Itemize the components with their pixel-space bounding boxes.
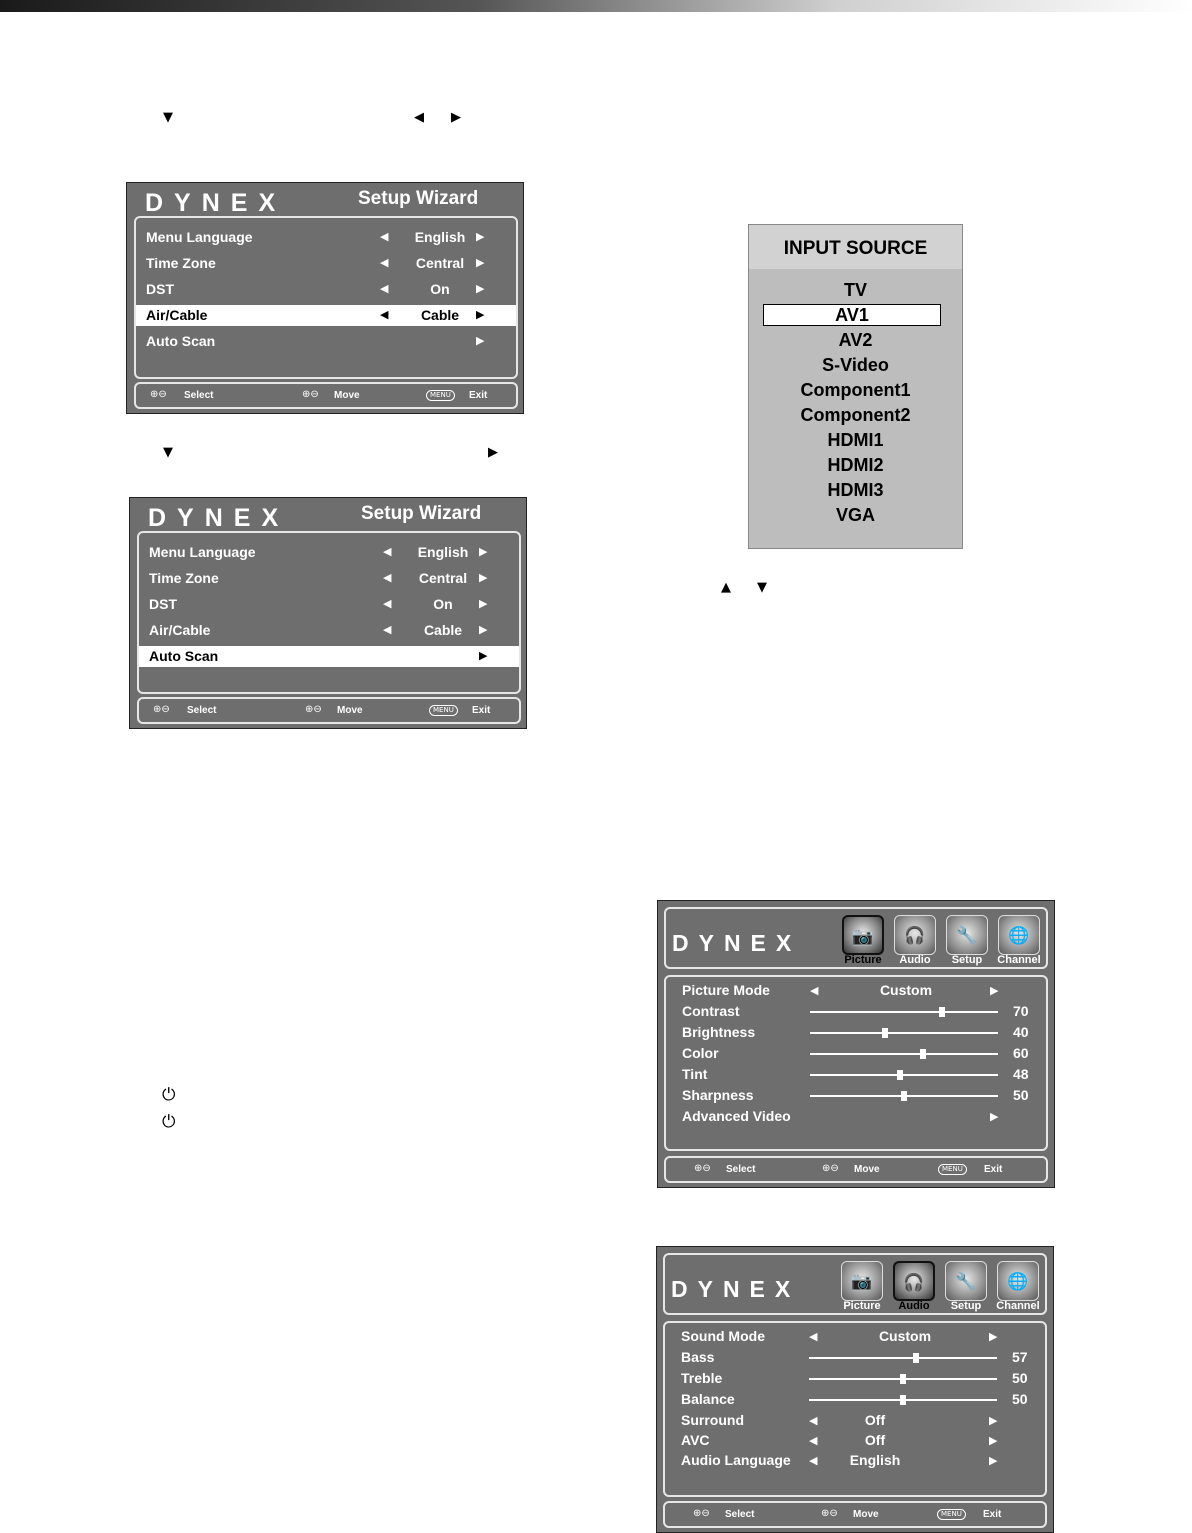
power-icon: ⏻	[162, 1085, 176, 1105]
bass-slider[interactable]	[809, 1357, 997, 1359]
tab-label-picture: Picture	[843, 1300, 881, 1312]
left-right-buttons-icon: ⊕⊖	[821, 1508, 838, 1519]
right-arrow-icon: ▶	[451, 110, 461, 125]
tab-setup[interactable]	[946, 915, 988, 955]
treble-row[interactable]: Treble 50	[681, 1370, 1028, 1386]
source-item-tv[interactable]: TV	[843, 280, 867, 300]
picture-footer: ⊕⊖ Select ⊕⊖ Move MENU Exit	[664, 1156, 1048, 1183]
left-arrow-icon: ◀	[383, 572, 392, 584]
setup-wizard-title: Setup Wizard	[361, 503, 482, 524]
right-arrow-icon: ▶	[476, 335, 485, 347]
brightness-slider[interactable]	[810, 1032, 998, 1034]
down-arrow-icon: ▼	[163, 110, 173, 125]
camera-icon: 📷	[852, 927, 874, 947]
slider-thumb[interactable]	[920, 1049, 926, 1059]
wrench-icon: 🔧	[955, 1272, 977, 1292]
input-source-header	[749, 225, 962, 269]
left-arrow-icon: ◀	[809, 1331, 818, 1343]
slider-thumb[interactable]	[897, 1070, 903, 1080]
left-arrow-icon: ◀	[380, 309, 389, 321]
camera-icon: 📷	[851, 1272, 873, 1292]
time-zone-row[interactable]: Time Zone ◀ Central ▶	[146, 255, 485, 271]
left-right-buttons-icon: ⊕⊖	[302, 389, 319, 400]
headphones-icon: 🎧	[903, 1273, 925, 1293]
left-arrow-icon: ◀	[380, 283, 389, 295]
picture-settings-panel	[664, 975, 1048, 1151]
auto-scan-row[interactable]: Auto Scan ▶	[139, 646, 519, 667]
color-slider[interactable]	[810, 1053, 998, 1055]
surround-row[interactable]: Surround ◀ Off ▶	[681, 1412, 998, 1428]
right-arrow-icon: ▶	[989, 1435, 998, 1447]
source-item-av2[interactable]: AV2	[838, 330, 873, 350]
left-right-buttons-icon: ⊕⊖	[822, 1163, 839, 1174]
globe-icon: 🌐	[1008, 926, 1030, 946]
menu-tab-bar	[664, 907, 1048, 969]
input-source-title: INPUT SOURCE	[783, 238, 928, 259]
right-arrow-icon: ▶	[476, 231, 485, 243]
sharpness-slider[interactable]	[810, 1095, 998, 1097]
headphones-icon: 🎧	[904, 926, 926, 946]
left-right-buttons-icon: ⊕⊖	[305, 704, 322, 715]
picture-menu-screen	[657, 900, 1055, 1188]
tab-channel[interactable]	[998, 915, 1040, 955]
slider-thumb[interactable]	[901, 1091, 907, 1101]
source-item-hdmi2[interactable]: HDMI2	[827, 455, 884, 475]
right-arrow-icon: ▶	[990, 985, 999, 997]
left-arrow-icon: ◀	[414, 110, 424, 125]
input-source-menu	[748, 224, 963, 549]
up-down-buttons-icon: ⊕⊖	[694, 1163, 711, 1174]
dst-row[interactable]: DST ◀ On ▶	[149, 596, 488, 612]
wrench-icon: 🔧	[956, 926, 978, 946]
menu-button-icon: MENU	[938, 1163, 967, 1175]
right-arrow-icon: ▶	[479, 546, 488, 558]
source-item-s-video[interactable]: S-Video	[822, 355, 889, 375]
right-arrow-icon: ▶	[479, 624, 488, 636]
globe-icon: 🌐	[1007, 1272, 1029, 1292]
audio-settings-panel	[663, 1321, 1047, 1497]
down-arrow-icon: ▼	[757, 580, 767, 595]
up-down-buttons-icon: ⊕⊖	[150, 389, 167, 400]
left-arrow-icon: ◀	[809, 1455, 818, 1467]
balance-row[interactable]: Balance 50	[681, 1391, 1028, 1407]
tab-audio[interactable]	[894, 915, 936, 955]
right-arrow-icon: ▶	[479, 572, 488, 584]
dynex-logo: DYNEX	[145, 189, 287, 217]
air-cable-row[interactable]: Air/Cable ◀ Cable ▶	[149, 622, 488, 638]
tab-label-setup: Setup	[950, 1300, 982, 1312]
tab-label-audio: Audio	[898, 1300, 930, 1312]
slider-thumb[interactable]	[900, 1395, 906, 1405]
setup-options-panel	[134, 216, 518, 379]
tab-channel[interactable]	[997, 1261, 1039, 1301]
right-arrow-icon: ▶	[479, 650, 488, 662]
sound-mode-row[interactable]: Sound Mode ◀ Custom ▶	[681, 1328, 998, 1344]
up-arrow-icon: ▲	[721, 580, 731, 595]
tab-picture[interactable]	[841, 1261, 883, 1301]
balance-slider[interactable]	[809, 1399, 997, 1401]
left-arrow-icon: ◀	[383, 624, 392, 636]
setup-wizard-screen-2	[129, 497, 527, 729]
power-icon: ⏻	[162, 1112, 176, 1132]
audio-footer: ⊕⊖ Select ⊕⊖ Move MENU Exit	[663, 1501, 1047, 1528]
contrast-row[interactable]: Contrast 70	[682, 1003, 1029, 1019]
down-arrow-icon: ▼	[163, 445, 173, 460]
advanced-video-row[interactable]: Advanced Video ▶	[682, 1108, 999, 1124]
color-row[interactable]: Color 60	[682, 1045, 1029, 1061]
source-item-vga[interactable]: VGA	[835, 505, 875, 525]
contrast-slider[interactable]	[810, 1011, 998, 1013]
tab-setup[interactable]	[945, 1261, 987, 1301]
menu-language-row[interactable]: Menu Language ◀ English ▶	[146, 229, 485, 245]
menu-button-icon: MENU	[429, 704, 458, 716]
menu-button-icon: MENU	[937, 1508, 966, 1520]
right-arrow-icon: ▶	[989, 1415, 998, 1427]
audio-language-row[interactable]: Audio Language ◀ English ▶	[681, 1452, 998, 1468]
tab-label-channel: Channel	[997, 954, 1041, 966]
up-down-buttons-icon: ⊕⊖	[153, 704, 170, 715]
picture-mode-row[interactable]: Picture Mode ◀ Custom ▶	[682, 982, 999, 998]
avc-row[interactable]: AVC ◀ Off ▶	[681, 1432, 998, 1448]
setup-wizard-screen-1	[126, 182, 524, 414]
page-header-bar	[0, 0, 1192, 12]
right-arrow-icon: ▶	[476, 257, 485, 269]
tab-audio[interactable]	[893, 1261, 935, 1301]
slider-thumb[interactable]	[913, 1353, 919, 1363]
right-arrow-icon: ▶	[476, 283, 485, 295]
air-cable-row[interactable]: Air/Cable ◀ Cable ▶	[136, 305, 516, 326]
tint-row[interactable]: Tint 48	[682, 1066, 1029, 1082]
dynex-logo: DYNEX	[672, 930, 802, 956]
tab-label-picture: Picture	[844, 954, 882, 966]
sharpness-row[interactable]: Sharpness 50	[682, 1087, 1029, 1103]
left-arrow-icon: ◀	[809, 1415, 818, 1427]
dynex-logo: DYNEX	[148, 504, 290, 532]
brightness-row[interactable]: Brightness 40	[682, 1024, 1029, 1040]
menu-language-row[interactable]: Menu Language ◀ English ▶	[149, 544, 488, 560]
tab-label-setup: Setup	[951, 954, 983, 966]
right-arrow-icon: ▶	[990, 1111, 999, 1123]
dst-row[interactable]: DST ◀ On ▶	[146, 281, 485, 297]
slider-thumb[interactable]	[882, 1028, 888, 1038]
right-arrow-icon: ▶	[488, 445, 498, 460]
source-item-hdmi1[interactable]: HDMI1	[827, 430, 884, 450]
source-item-av1[interactable]: AV1	[763, 304, 941, 326]
audio-menu-screen	[656, 1246, 1054, 1533]
setup-wizard-title: Setup Wizard	[358, 188, 479, 209]
slider-thumb[interactable]	[900, 1374, 906, 1384]
source-item-hdmi3[interactable]: HDMI3	[827, 480, 884, 500]
left-arrow-icon: ◀	[809, 1435, 818, 1447]
right-arrow-icon: ▶	[479, 598, 488, 610]
left-arrow-icon: ◀	[380, 257, 389, 269]
tab-label-audio: Audio	[899, 954, 931, 966]
menu-tab-bar	[663, 1253, 1047, 1315]
right-arrow-icon: ▶	[476, 309, 485, 321]
source-item-component1[interactable]: Component1	[800, 380, 911, 400]
tint-slider[interactable]	[810, 1074, 998, 1076]
left-arrow-icon: ◀	[380, 231, 389, 243]
bass-row[interactable]: Bass 57	[681, 1349, 1028, 1365]
slider-thumb[interactable]	[939, 1007, 945, 1017]
treble-slider[interactable]	[809, 1378, 997, 1380]
setup-footer: ⊕⊖ Select ⊕⊖ Move MENU Exit	[134, 382, 518, 409]
dynex-logo: DYNEX	[671, 1276, 801, 1302]
right-arrow-icon: ▶	[989, 1331, 998, 1343]
auto-scan-row[interactable]: Auto Scan ▶	[146, 333, 485, 349]
right-arrow-icon: ▶	[989, 1455, 998, 1467]
source-item-component2[interactable]: Component2	[800, 405, 911, 425]
setup-footer: ⊕⊖ Select ⊕⊖ Move MENU Exit	[137, 697, 521, 724]
left-arrow-icon: ◀	[383, 546, 392, 558]
up-down-buttons-icon: ⊕⊖	[693, 1508, 710, 1519]
left-arrow-icon: ◀	[810, 985, 819, 997]
time-zone-row[interactable]: Time Zone ◀ Central ▶	[149, 570, 488, 586]
tab-label-channel: Channel	[996, 1300, 1040, 1312]
left-arrow-icon: ◀	[383, 598, 392, 610]
menu-button-icon: MENU	[426, 389, 455, 401]
tab-picture[interactable]	[842, 915, 884, 955]
setup-options-panel	[137, 531, 521, 694]
